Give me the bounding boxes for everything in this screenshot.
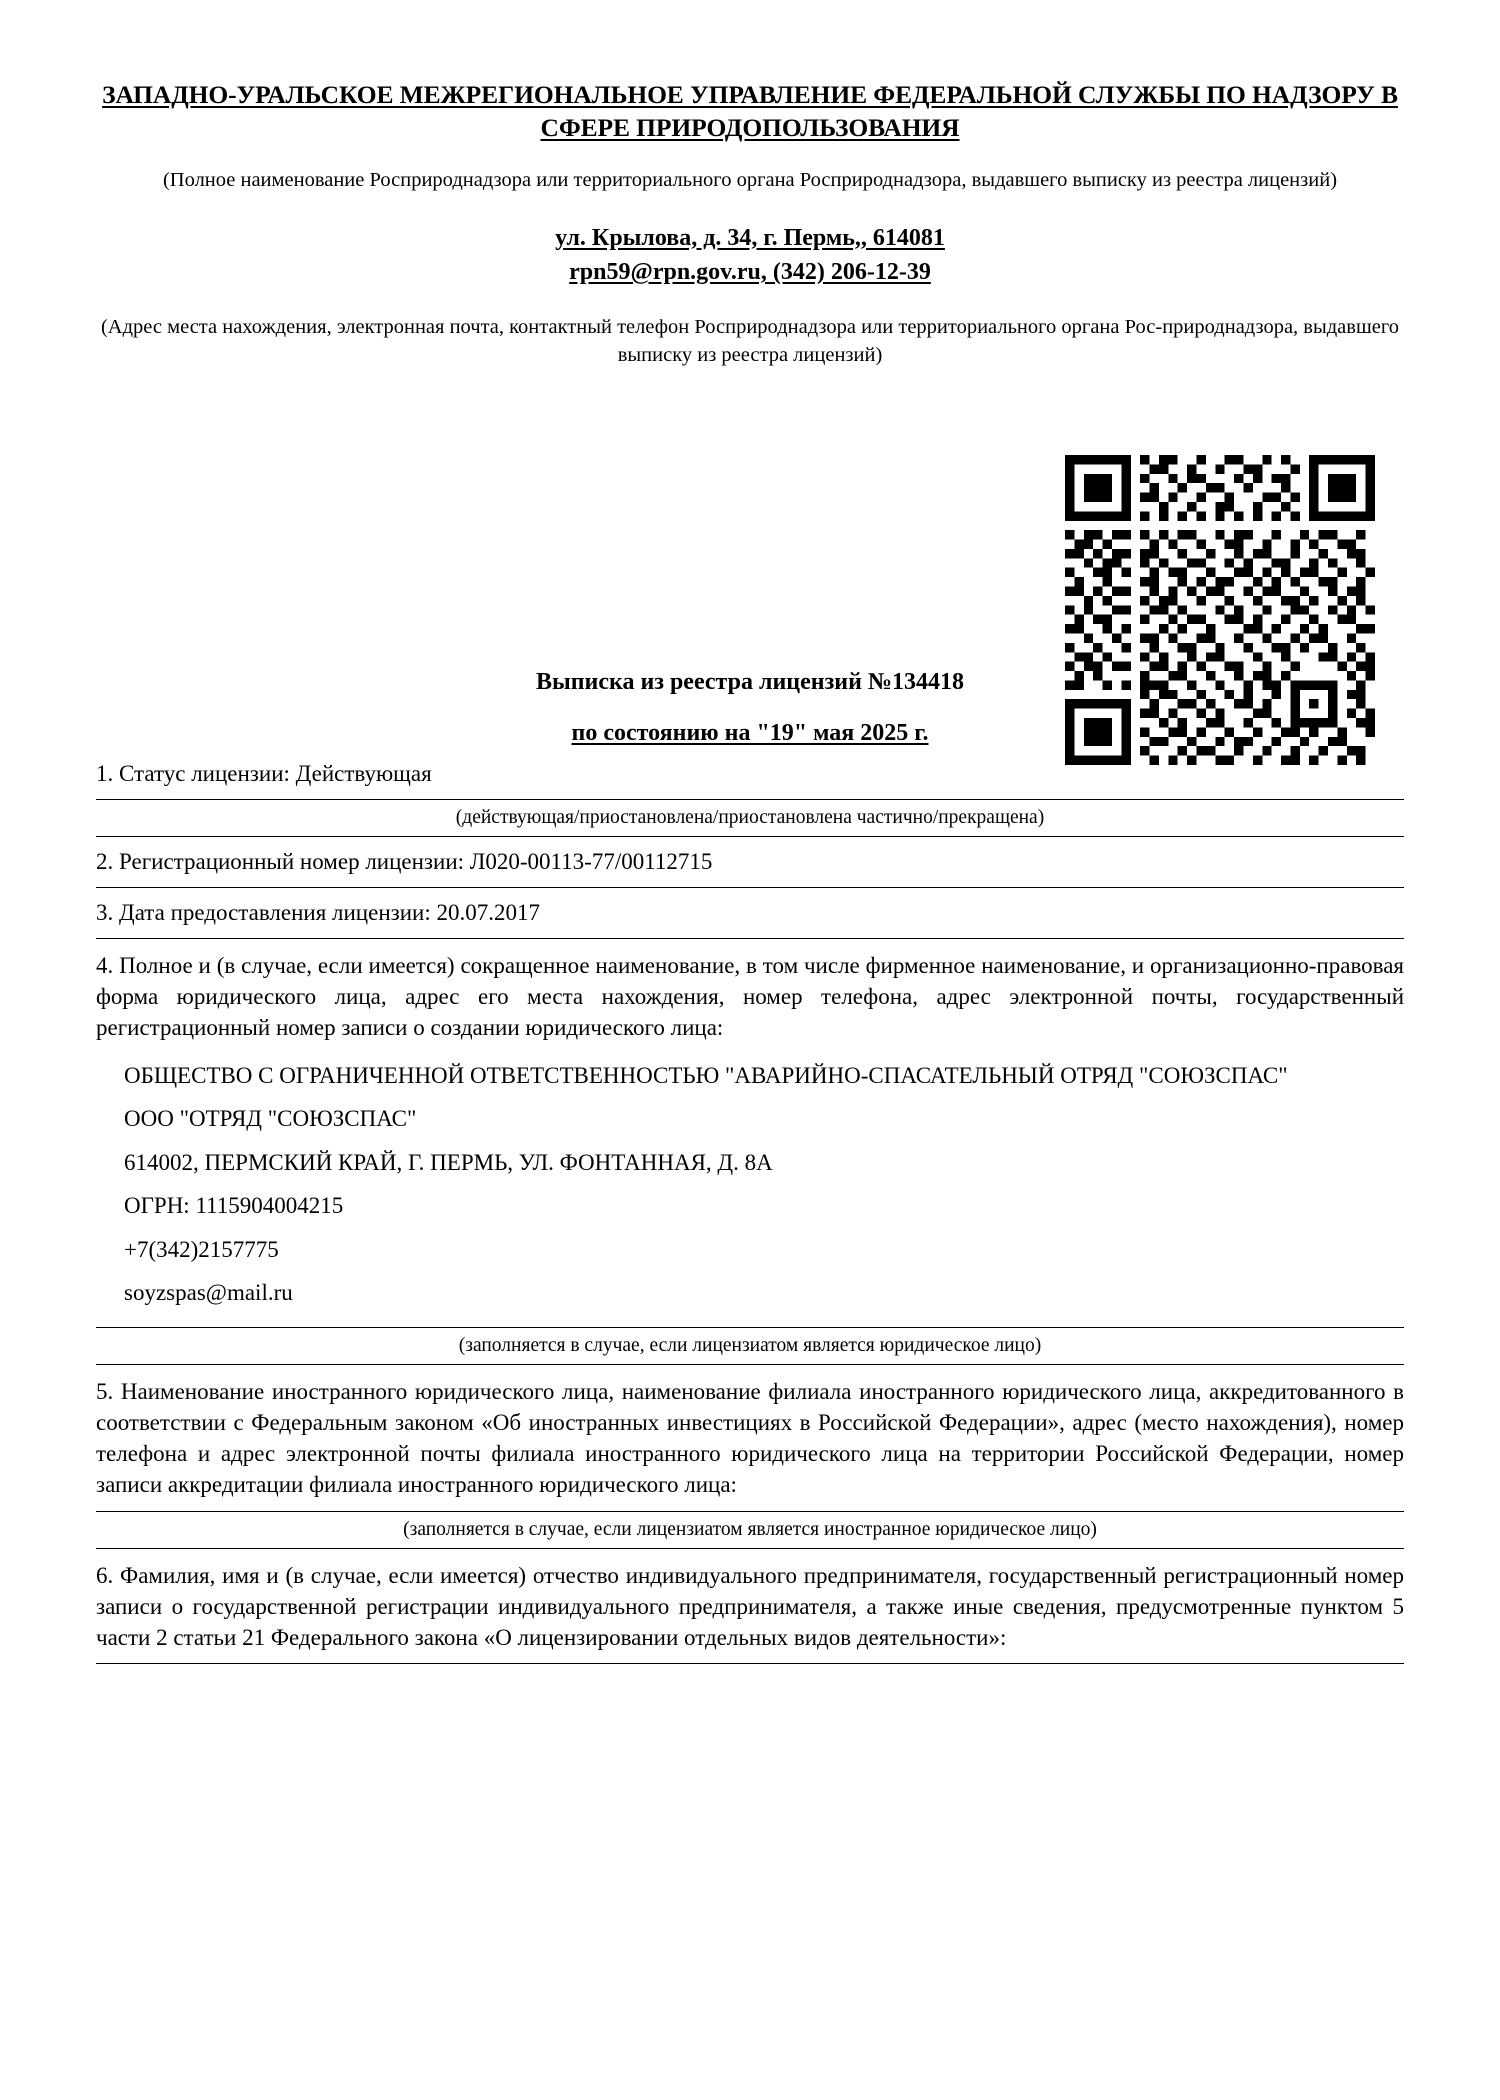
item-5-note: (заполняется в случае, если лицензиатом является иностранное юридическое лицо): [403, 1518, 1097, 1540]
authority-address: [96, 221, 1404, 289]
page-subtitle: по состоянию на "19" мая 2025 г.: [571, 720, 929, 747]
spacer: [96, 1315, 1404, 1327]
item-3-issue-date: 3. Дата предоставления лицензии: 20.07.2017: [96, 899, 540, 925]
item-4-values: [96, 1054, 1404, 1315]
address-caption: (Адрес места нахождения, электронная почта, контактный телефон Росприроднадзора или территориального органа Рос-природнадзора, выдавшего выписку из реестра лицензий): [100, 315, 1399, 366]
page-title: Выписка из реестра лицензий №134418: [535, 669, 965, 696]
item-2-license-number: 2. Регистрационный номер лицензии: Л020-00113-77/00112715: [96, 849, 713, 875]
authority-address-line1: ул. Крылова, д. 34, г. Пермь,, 614081: [555, 224, 945, 251]
licensee-phone: +7(342)2157775: [124, 1236, 279, 1262]
item-4-note: (заполняется в случае, если лицензиатом является юридическое лицо): [458, 1334, 1042, 1356]
organization-caption: (Полное наименование Росприроднадзора или территориального органа Росприроднадзора, выдавшего выписку из реестра лицензий): [162, 169, 1338, 192]
item-1-status: 1. Статус лицензии: Действующая: [96, 761, 432, 787]
organization-title: ЗАПАДНО-УРАЛЬСКОЕ МЕЖРЕГИОНАЛЬНОЕ УПРАВЛЕНИЕ ФЕДЕРАЛЬНОЙ СЛУЖБЫ ПО НАДЗОРУ В СФЕРЕ ПРИРОДОПОЛЬЗОВАНИЯ: [102, 80, 1398, 143]
licensee-full-name: ОБЩЕСТВО С ОГРАНИЧЕННОЙ ОТВЕТСТВЕННОСТЬЮ "АВАРИЙНО-СПАСАТЕЛЬНЫЙ ОТРЯД "СОЮЗСПАС": [124, 1062, 1288, 1088]
item-4-label: 4. Полное и (в случае, если имеется) сокращенное наименование, в том числе фирменное наименование, и организационно-правовая форма юридического лица, адрес его места нахождения, номер телефона, адрес электронной почты, государственный регистрационный номер записи о создании юридического лица:: [96, 952, 1404, 1041]
item-1-note: (действующая/приостановлена/приостановлена частично/прекращена): [455, 807, 1045, 829]
divider: [96, 1663, 1404, 1664]
licensee-email: soyzspas@mail.ru: [124, 1280, 293, 1306]
item-5-foreign-entity: 5. Наименование иностранного юридического лица, наименование филиала иностранного юридического лица, аккредитованного в соответствии с Федеральным законом «Об иностранных инвестициях в Российской Федерации», адрес (место нахождения), номер телефона и адрес электронной почты филиала иностранного юридического лица на территории Российской Федерации, номер записи аккредитации филиала иностранного юридического лица:: [96, 1378, 1404, 1498]
licensee-short-name: ООО "ОТРЯД "СОЮЗСПАС": [124, 1106, 417, 1132]
authority-address-line2: rpn59@rpn.gov.ru, (342) 206-12-39: [569, 258, 931, 285]
qr-code: [1065, 455, 1375, 765]
licensee-ogrn: ОГРН: 1115904004215: [124, 1193, 344, 1219]
licensee-address: 614002, ПЕРМСКИЙ КРАЙ, Г. ПЕРМЬ, УЛ. ФОНТАННАЯ, Д. 8А: [124, 1149, 773, 1175]
item-6-individual-entrepreneur: 6. Фамилия, имя и (в случае, если имеется) отчество индивидуального предпринимателя, государственный регистрационный номер записи о государственной регистрации индивидуального предпринимателя, а также иные сведения, предусмотренные пунктом 5 части 2 статьи 21 Федерального закона «О лицензировании отдельных видов деятельности»:: [96, 1562, 1404, 1651]
